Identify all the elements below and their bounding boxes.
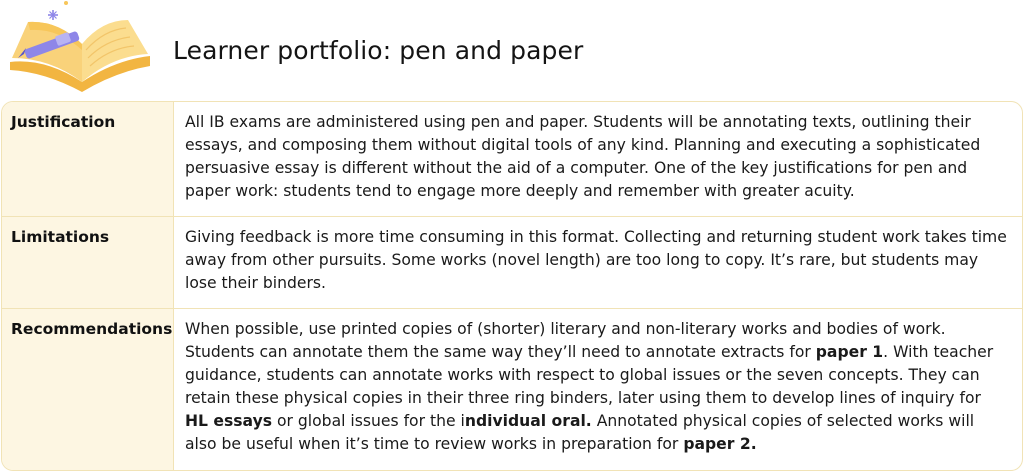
bold-paper-2: paper 2. <box>683 435 757 453</box>
table-row <box>2 308 1022 470</box>
bold-hl-essays: HL essays <box>185 412 273 430</box>
sparkle-icon <box>48 1 68 20</box>
row-content-limitations: Giving feedback is more time consuming in this format. Collecting and returning student work takes time away from other pursuits. Some works (novel length) are too long to copy. It’s rare, but students may lose their binders. <box>185 228 1007 292</box>
row-content-justification: All IB exams are administered using pen and paper. Students will be annotating texts, outlining their essays, and composing them without digital tools of any kind. Planning and executing a sophisticated persuasive essay is different without the aid of a computer. One of the key justifications for pen and paper work: students tend to engage more deeply and remember with greater acuity. <box>185 113 981 200</box>
table-row <box>2 216 1022 308</box>
open-book-icon <box>0 0 160 100</box>
row-label-limitations: Limitations <box>2 217 174 308</box>
header <box>0 0 1024 100</box>
bold-individual-oral: ndividual oral. <box>464 412 592 430</box>
row-label-justification: Justification <box>2 102 174 216</box>
row-content-recommendations <box>174 309 1022 470</box>
table-row <box>2 102 1022 216</box>
text-segment: . With teacher guidance, students can annotate works with respect to global issues or the seven concepts. They can retain these physical copies in their three ring binders, later using them to develop lines of inquiry for <box>185 343 994 407</box>
portfolio-table <box>1 101 1023 471</box>
text-segment: or global issues for the i <box>272 412 465 430</box>
bold-paper-1: paper 1 <box>815 343 884 361</box>
text-segment: When possible, use printed copies of (shorter) literary and non-literary works and bodies of work. Students can annotate them the same way they’ll need to annotate extracts for <box>185 320 946 361</box>
text-segment: Annotated physical copies of selected works will also be useful when it’s time to review works in preparation for <box>185 412 975 453</box>
row-label-recommendations: Recommendations <box>2 309 174 470</box>
page-title: Learner portfolio: pen and paper <box>173 36 584 65</box>
